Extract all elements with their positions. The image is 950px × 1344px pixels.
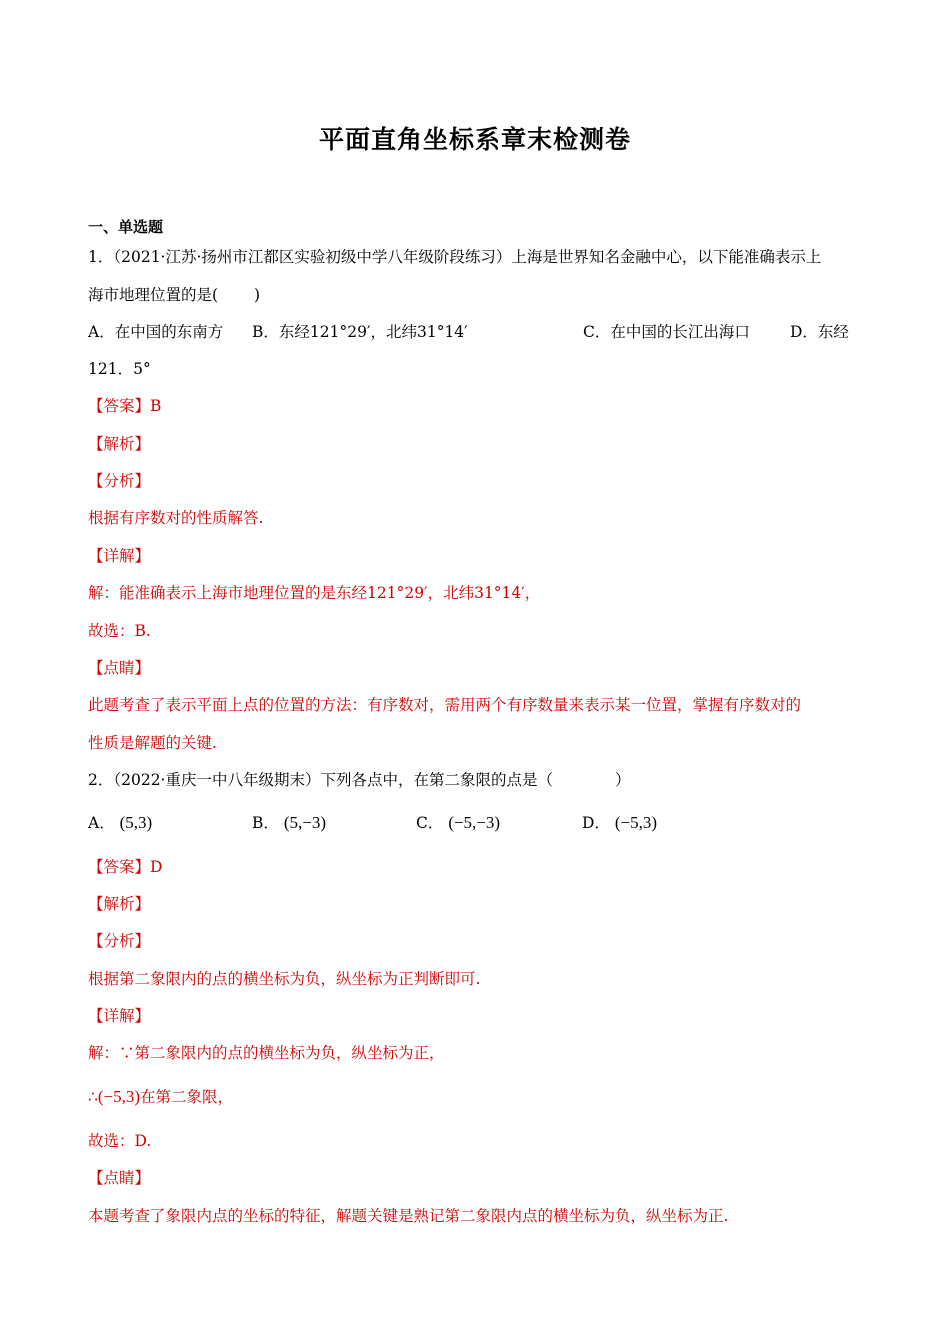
q1-option-d: D．东经 <box>790 323 849 341</box>
q1-answer: 【答案】B <box>88 397 162 415</box>
q2-xiangjie-line2-tail: 在第二象限， <box>140 1088 234 1106</box>
q2-dianjing-label: 【点睛】 <box>88 1169 151 1187</box>
q1-option-c: C．在中国的长江出海口 <box>583 323 750 341</box>
q1-xiangjie-label: 【详解】 <box>88 547 151 565</box>
section-heading: 一、单选题 <box>88 218 164 236</box>
q2-fenxi-label: 【分析】 <box>88 932 151 950</box>
q1-stem-line2: 海市地理位置的是( ) <box>88 286 261 304</box>
q2-stem: 2．（2022·重庆一中八年级期末）下列各点中，在第二象限的点是（ ） <box>88 771 631 789</box>
q2-option-d-point: (−5,3) <box>614 813 658 832</box>
q1-fenxi-label: 【分析】 <box>88 472 151 490</box>
q2-xiangjie-line1: 解：∵第二象限内的点的横坐标为负，纵坐标为正， <box>88 1044 445 1062</box>
q2-option-a-point: (5,3) <box>119 813 153 832</box>
q2-xiangjie-line2 <box>88 1087 233 1107</box>
q1-choice: 故选：B. <box>88 622 151 640</box>
q2-option-b <box>252 813 326 833</box>
q1-fenxi-text: 根据有序数对的性质解答. <box>88 509 264 527</box>
q2-option-d <box>582 813 657 833</box>
q2-option-a-label: A． <box>88 814 115 832</box>
q1-option-b: B．东经121°29′，北纬31°14′ <box>252 323 468 341</box>
q2-answer: 【答案】D <box>88 858 163 876</box>
q2-fenxi-text: 根据第二象限内的点的横坐标为负，纵坐标为正判断即可. <box>88 970 481 988</box>
q1-analysis-label: 【解析】 <box>88 435 151 453</box>
q1-xiangjie-text: 解：能准确表示上海市地理位置的是东经121°29′，北纬31°14′， <box>88 584 541 602</box>
therefore-symbol: ∴ <box>88 1088 98 1106</box>
q2-point: (−5,3) <box>97 1087 141 1106</box>
q2-option-d-label: D． <box>582 814 610 832</box>
q1-dianjing-line2: 性质是解题的关键. <box>88 734 217 752</box>
q1-option-a: A．在中国的东南方 <box>88 323 224 341</box>
q1-dianjing-label: 【点睛】 <box>88 659 151 677</box>
q2-option-c <box>416 813 500 833</box>
q2-choice: 故选：D. <box>88 1132 152 1150</box>
q1-dianjing-line1: 此题考查了表示平面上点的位置的方法：有序数对，需用两个有序数量来表示某一位置，掌握有序数对的 <box>88 696 802 714</box>
q1-option-d-continued: 121．5° <box>88 360 151 378</box>
q2-option-b-point: (5,−3) <box>283 813 326 832</box>
q2-option-a <box>88 813 152 833</box>
q2-analysis-label: 【解析】 <box>88 895 151 913</box>
q2-option-c-point: (−5,−3) <box>448 813 501 832</box>
q2-option-c-label: C． <box>416 814 444 832</box>
q2-dianjing-text: 本题考查了象限内点的坐标的特征，解题关键是熟记第二象限内点的横坐标为负，纵坐标为正. <box>88 1207 729 1225</box>
q1-stem-line1: 1．（2021·江苏·扬州市江都区实验初级中学八年级阶段练习）上海是世界知名金融中心，以下能准确表示上 <box>88 248 822 266</box>
q2-xiangjie-label: 【详解】 <box>88 1007 151 1025</box>
q2-option-b-label: B． <box>252 814 279 832</box>
page-title: 平面直角坐标系章末检测卷 <box>318 125 631 154</box>
